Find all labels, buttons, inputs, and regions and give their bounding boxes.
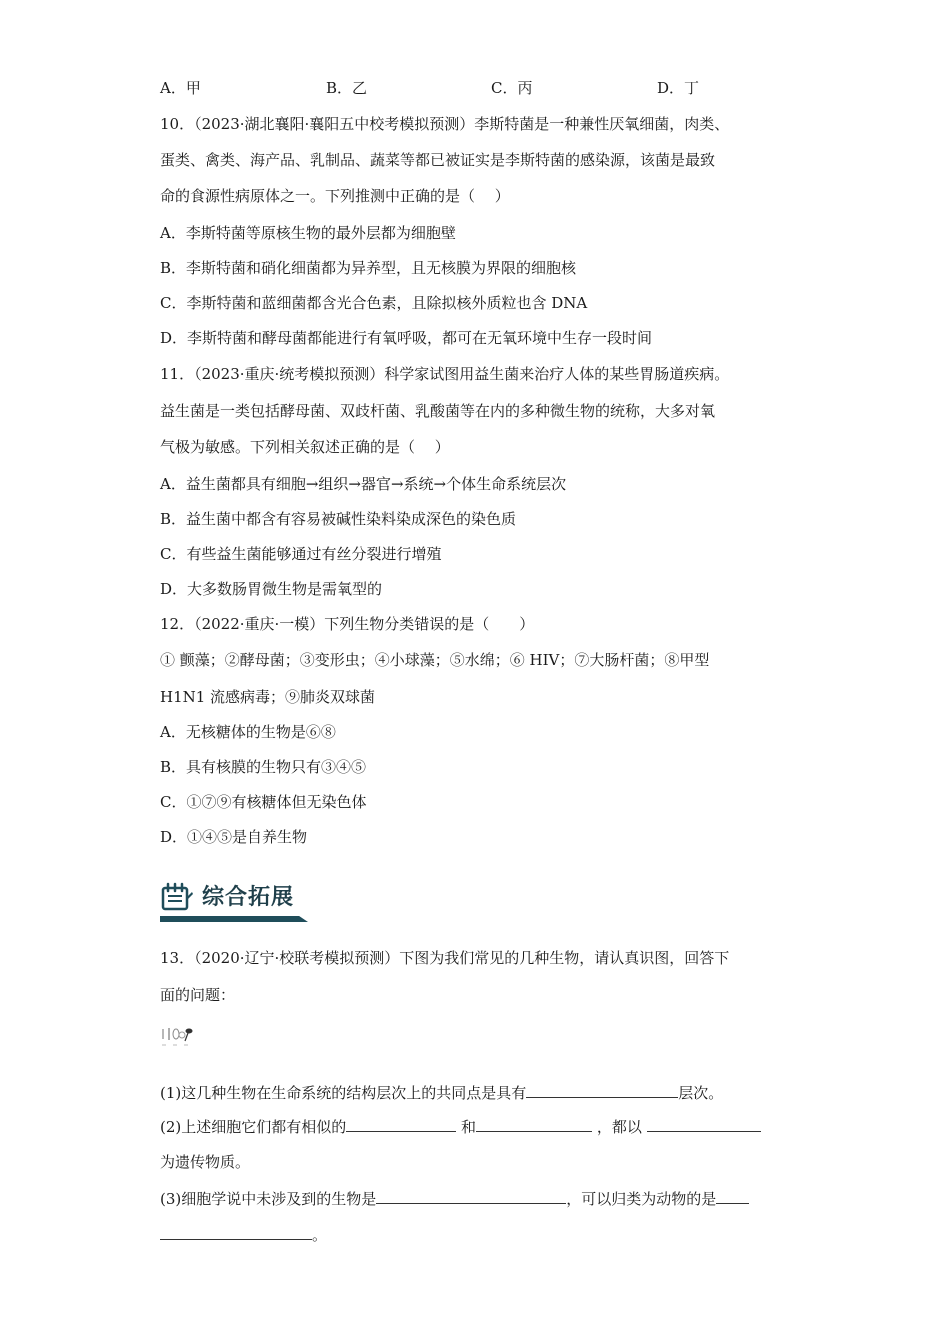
q12-stem-line2: ① 颤藻；②酵母菌；③变形虫；④小球藻；⑤水绵；⑥ HIV；⑦大肠杆菌；⑧甲型 <box>160 651 710 669</box>
q9-option-c[interactable]: C．丙 <box>491 79 533 97</box>
q11-option-b[interactable]: B．益生菌中都含有容易被碱性染料染成深色的染色质 <box>160 510 517 528</box>
q10-option-d[interactable]: D．李斯特菌和酵母菌都能进行有氧呼吸，都可在无氧环境中生存一段时间 <box>160 329 653 347</box>
q13-sub1-blank[interactable] <box>526 1081 678 1098</box>
q12-stem-line3: H1N1 流感病毒；⑨肺炎双球菌 <box>160 688 376 706</box>
q10-stem-line1: 10．（2023·湖北襄阳·襄阳五中校考模拟预测）李斯特菌是一种兼性厌氧细菌，肉类、 <box>160 115 730 133</box>
q9-options <box>160 78 792 98</box>
q11-stem-line1: 11．（2023·重庆·统考模拟预测）科学家试图用益生菌来治疗人体的某些胃肠道疾病。 <box>160 365 730 383</box>
q11-stem-line3: 气极为敏感。下列相关叙述正确的是（ ） <box>160 438 450 456</box>
q13-sub3-blank-2b[interactable] <box>160 1223 312 1240</box>
q12-option-c[interactable]: C．①⑦⑨有核糖体但无染色体 <box>160 793 367 811</box>
q12-stem-line1: 12．（2022·重庆·一模）下列生物分类错误的是（ ） <box>160 615 535 633</box>
q12-option-a[interactable]: A．无核糖体的生物是⑥⑧ <box>160 723 336 741</box>
section-title: 综合拓展 <box>202 885 295 910</box>
q13-sub1-prompt: (1)这几种生物在生命系统的结构层次上的共同点是具有 <box>160 1084 527 1102</box>
q13-sub2-and: 和 <box>461 1118 477 1136</box>
q10-stem-line2: 蛋类、禽类、海产品、乳制品、蔬菜等都已被证实是李斯特菌的感染源，该菌是最致 <box>160 151 716 169</box>
q11-option-c[interactable]: C．有些益生菌能够通过有丝分裂进行增殖 <box>160 545 442 563</box>
q13-sub3-line2 <box>160 1223 327 1245</box>
q13-sub2-with: ，都以 <box>596 1118 642 1136</box>
q10-option-b[interactable]: B．李斯特菌和硝化细菌都为异养型，且无核膜为界限的细胞核 <box>160 259 577 277</box>
section-header <box>160 878 312 928</box>
q13-sub2-blank-2[interactable] <box>476 1115 592 1132</box>
q13-sub3-mid: ，可以归类为动物的是 <box>566 1190 717 1208</box>
notebook-icon <box>160 882 194 912</box>
q13-stem-line2: 面的问题： <box>160 986 236 1004</box>
q13-sub2 <box>160 1115 761 1137</box>
q10-option-c[interactable]: C．李斯特菌和蓝细菌都含光合色素，且除拟核外质粒也含 DNA <box>160 294 588 312</box>
q9-option-a[interactable]: A．甲 <box>160 79 201 97</box>
q11-stem-line2: 益生菌是一类包括酵母菌、双歧杆菌、乳酸菌等在内的多种微生物的统称，大多对氧 <box>160 402 716 420</box>
q13-sub1-suffix: 层次。 <box>678 1084 724 1102</box>
organisms-figure-thumbnail <box>160 1024 200 1048</box>
q12-option-d[interactable]: D．①④⑤是自养生物 <box>160 828 308 846</box>
q13-sub1 <box>160 1081 723 1103</box>
q13-sub3-prompt: (3)细胞学说中未涉及到的生物是 <box>160 1190 377 1208</box>
q13-sub3-end: 。 <box>312 1226 328 1244</box>
q10-stem-line3: 命的食源性病原体之一。下列推测中正确的是（ ） <box>160 187 510 205</box>
q12-option-b[interactable]: B．具有核膜的生物只有③④⑤ <box>160 758 367 776</box>
q13-sub2-blank-1[interactable] <box>346 1115 456 1132</box>
q13-sub3-blank-2a[interactable] <box>716 1187 749 1204</box>
section-underline <box>160 916 308 922</box>
q11-option-d[interactable]: D．大多数肠胃微生物是需氧型的 <box>160 580 383 598</box>
q9-option-b[interactable]: B．乙 <box>326 79 368 97</box>
q13-stem-line1: 13．（2020·辽宁·校联考模拟预测）下图为我们常见的几种生物，请认真识图，回答下 <box>160 949 730 967</box>
q13-sub3-blank-1[interactable] <box>376 1187 566 1204</box>
q13-sub2-prompt: (2)上述细胞它们都有相似的 <box>160 1118 347 1136</box>
q13-sub2-blank-3[interactable] <box>647 1115 761 1132</box>
q13-sub3 <box>160 1187 749 1209</box>
q10-option-a[interactable]: A．李斯特菌等原核生物的最外层都为细胞壁 <box>160 224 456 242</box>
q11-option-a[interactable]: A．益生菌都具有细胞→组织→器官→系统→个体生命系统层次 <box>160 475 567 493</box>
q13-sub2-line2: 为遗传物质。 <box>160 1153 251 1171</box>
q9-option-d[interactable]: D．丁 <box>657 79 700 97</box>
